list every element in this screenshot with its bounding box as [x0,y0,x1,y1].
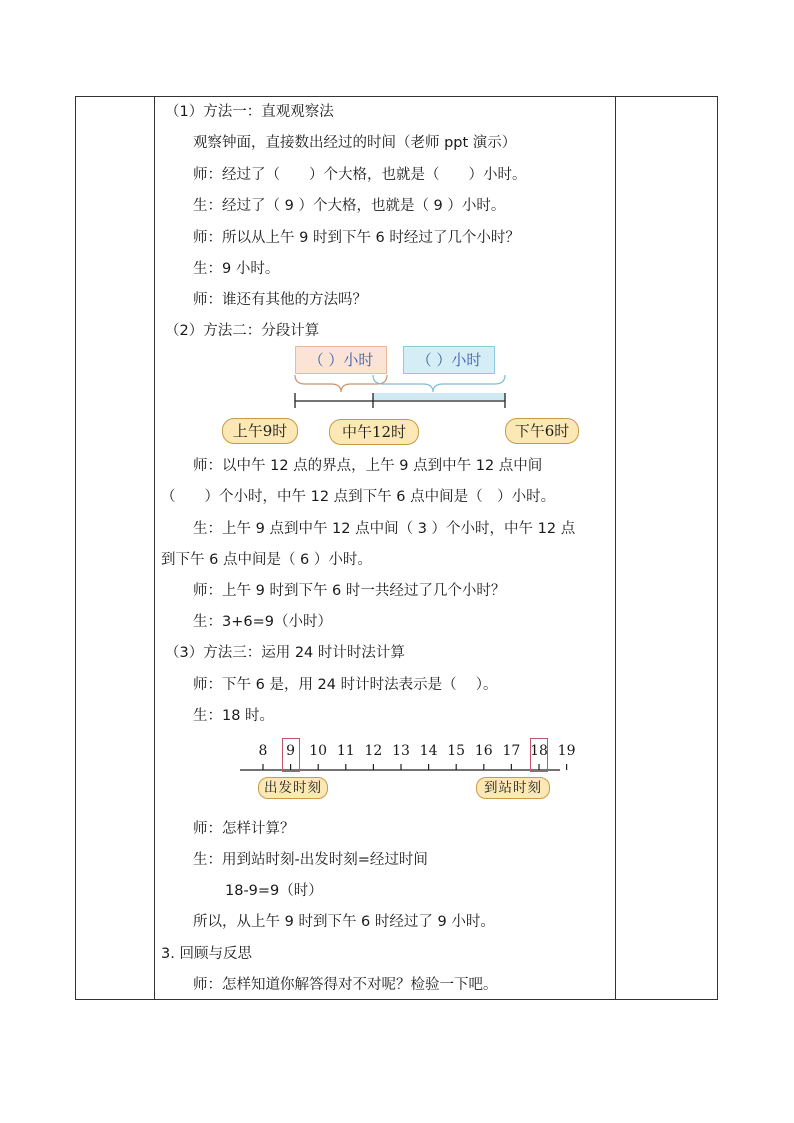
tick-label: 19 [557,743,576,759]
table-column-divider-right [615,96,616,1000]
tick-highlight-box [530,738,548,772]
text-line: 生：18 时。 [193,708,275,724]
review-heading: 3. 回顾与反思 [161,946,252,962]
tick-label: 17 [502,743,521,759]
text-line: 师：下午 6 是，用 24 时计时法表示是（ ）。 [193,677,498,693]
lesson-content-cell [155,96,615,1000]
method-one-heading: （1）方法一：直观观察法 [165,104,334,120]
arrival-time-tag: 到站时刻 [476,777,550,799]
method-three-heading: （3）方法三：运用 24 时计时法计算 [165,645,405,661]
text-line: （ ）个小时，中午 12 点到下午 6 点中间是（ ）小时。 [161,489,556,505]
afternoon-segment-box: （ ）小时 [403,346,495,374]
text-line: 师：怎样计算？ [193,821,295,837]
text-line: 到下午 6 点中间是（ 6 ）小时。 [161,552,372,568]
text-line: 18-9=9（时） [225,883,323,899]
text-line: 生：用到站时刻-出发时刻=经过时间 [193,852,428,868]
tick-label: 10 [309,743,328,759]
text-line: 师：所以从上午 9 时到下午 6 时经过了几个小时？ [193,230,520,246]
text-line: 生：经过了（ 9 ）个大格，也就是（ 9 ）小时。 [193,198,506,214]
tick-label: 16 [474,743,493,759]
text-line: 师：上午 9 时到下午 6 时一共经过了几个小时？ [193,583,506,599]
text-line: 师：怎样知道你解答得对不对呢？检验一下吧。 [193,977,498,993]
tick-label: 8 [258,743,268,759]
start-time-tag: 上午9时 [222,418,298,444]
tick-label: 12 [364,743,383,759]
tick-label: 9 [286,743,296,759]
tick-label: 18 [530,743,548,759]
departure-time-tag: 出发时刻 [258,777,328,799]
text-line: 生：3+6=9（小时） [193,614,332,630]
morning-segment-box: （ ）小时 [295,346,387,374]
method-two-heading: （2）方法二：分段计算 [165,323,320,339]
number-line-axis [155,96,615,816]
end-time-tag: 下午6时 [505,418,579,444]
noon-time-tag: 中午12时 [329,419,419,445]
text-line: 生：9 小时。 [193,261,280,277]
text-line: 生：上午 9 点到中午 12 点中间（ 3 ）个小时，中午 12 点 [193,521,576,537]
text-line: 师：以中午 12 点的界点，上午 9 点到中午 12 点中间 [193,458,543,474]
tick-label: 14 [419,743,438,759]
tick-label: 13 [392,743,410,759]
text-line: 所以，从上午 9 时到下午 6 时经过了 9 小时。 [193,914,495,930]
text-line: 师：谁还有其他的方法吗？ [193,292,367,308]
tick-label: 11 [336,743,355,759]
text-line: 师：经过了（ ）个大格，也就是（ ）小时。 [193,167,527,183]
tick-label: 15 [447,743,466,759]
text-line: 观察钟面，直接数出经过的时间（老师 ppt 演示） [193,135,517,151]
tick-highlight-box [282,738,300,772]
